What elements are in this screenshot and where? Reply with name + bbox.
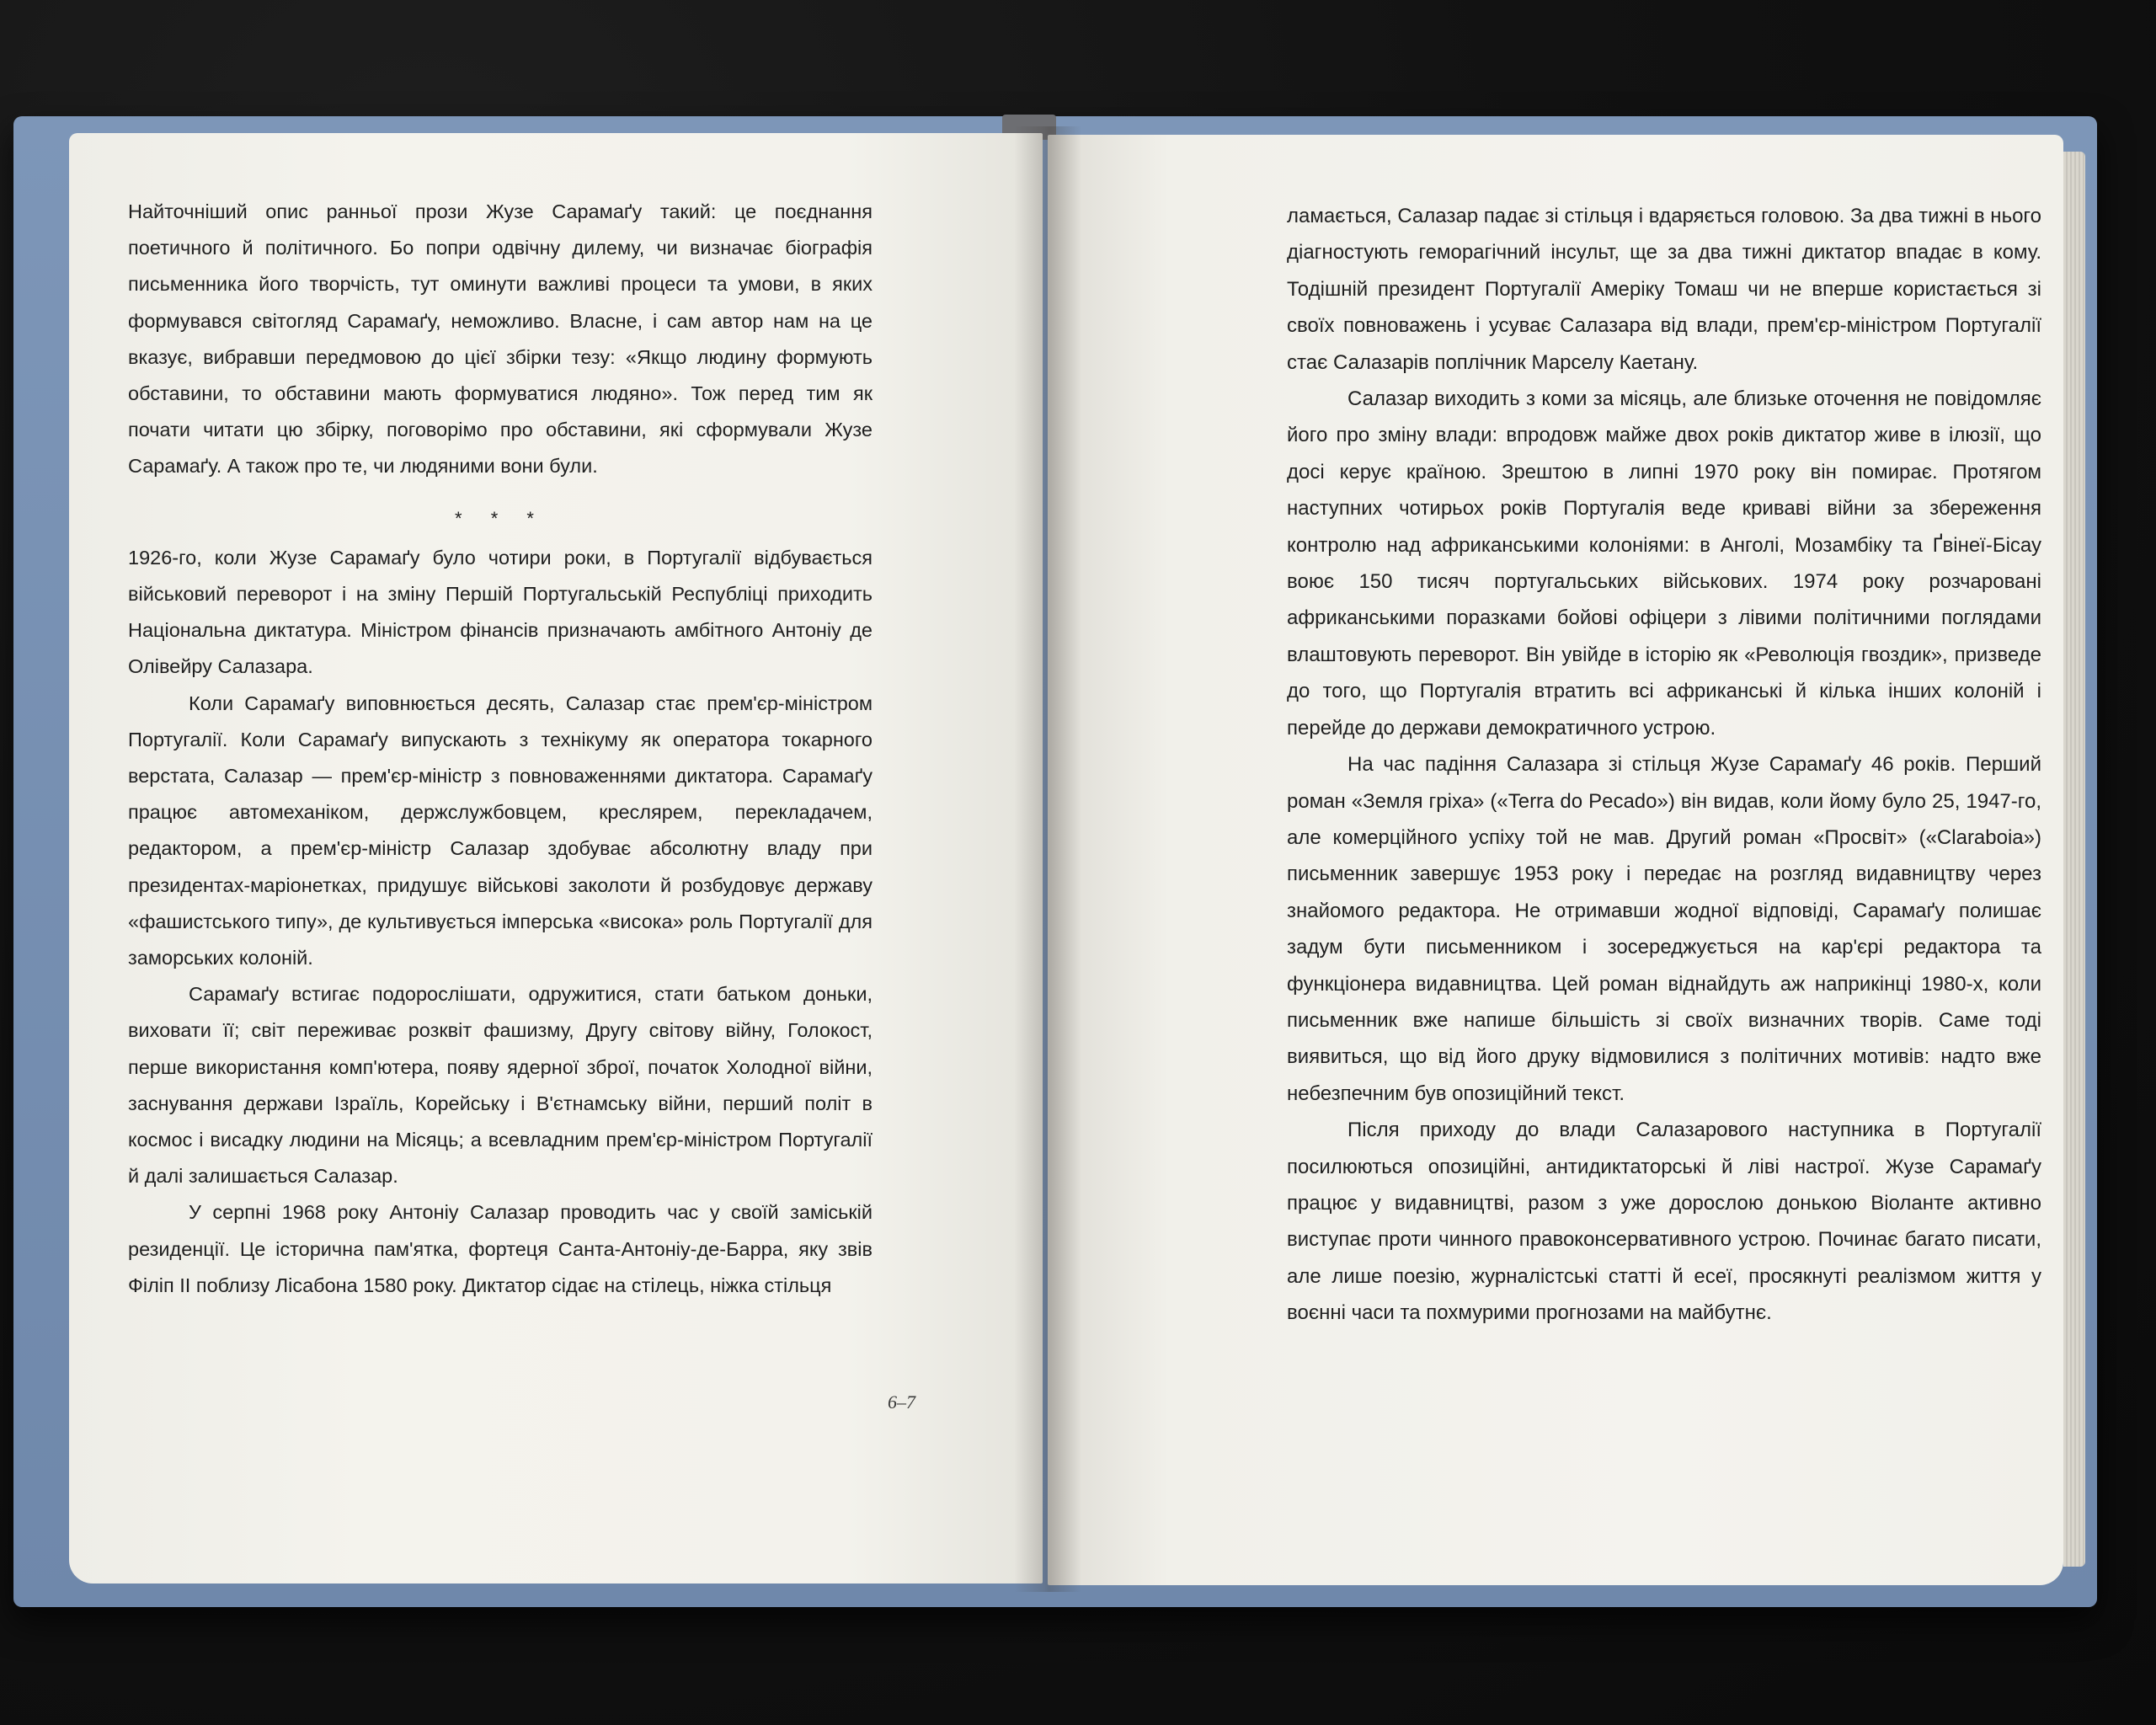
- right-page-text: [1287, 198, 2041, 1332]
- left-paragraph: У серпні 1968 року Антоніу Салазар проводить час у своїй заміській резиденції. Це історична пам'ятка, фортеця Санта-Антоніу-де-Барра, яку звів Філіп II поблизу Лісабона 1580 року. Диктатор сідає на стілець, ніжка стільця: [128, 1201, 873, 1296]
- left-paragraph: Коли Сарамаґу виповнюється десять, Салазар стає прем'єр-міністром Португалії. Коли Сарамаґу випускають з технікуму як оператора токарного верстата, Салазар — прем'єр-міністр з повноваженнями диктатора. Сарамаґу працює автомеханіком, держслужбовцем, креслярем, перекладачем, редактором, а прем'єр-міністр Салазар здобуває абсолютну владу при президентах-маріонетках, придушує військові заколоти й розбудовує державу «фашистського типу», де культивується імперська «висока» роль Португалії для заморських колоній.: [128, 692, 873, 969]
- section-separator: * * *: [455, 507, 546, 529]
- page-number: 6–7: [888, 1391, 915, 1413]
- right-paragraph: На час падіння Салазара зі стільця Жузе Сарамаґу 46 років. Перший роман «Земля гріха» («Terra do Pecado») він видав, коли йому було 25, 1947-го, але комерційного успіху той не мав. Другий роман «Просвіт» («Claraboia») письменник завершує 1953 року і передає на розгляд видавництву через знайомого редактора. Не отримавши жодної відповіді, Сарамаґу полишає задум бути письменником і зосереджується на кар'єрі редактора та функціонера видавництва. Цей роман віднайдуть аж наприкінці 1980-х, коли письменник вже напише більшість зі своїх визначних творів. Саме тоді виявиться, що від його друку відмовилися з політичних мотивів: надто вже небезпечним був опозиційний текст.: [1287, 753, 2041, 1105]
- gutter-shadow: [1014, 126, 1081, 1592]
- continuation-paragraph: ламається, Салазар падає зі стільця і вдаряється головою. За два тижні в нього діагностують геморагічний інсульт, ще за два тижні диктатор впадає в кому. Тодішній президент Португалії Амеріку Томаш чи не вперше користається зі своїх повноважень і усуває Салазара від влади, прем'єр-міністром Португалії стає Салазарів поплічник Марселу Каетану.: [1287, 205, 2041, 374]
- intro-paragraph: Найточніший опис ранньої прози Жузе Сарамаґу такий: це поєднання поетичного й політичного. Бо попри одвічну дилему, чи визначає біографія письменника його творчість, тут оминути важливі процеси та умови, в яких формувався світогляд Сарамаґу, неможливо. Власне, і сам автор нам на це вказує, вибравши передмовою до цієї збірки тезу: «Якщо людину формують обставини, то обставини мають формуватися людяно». Тож перед тим як почати читати цю збірку, поговорімо про обставини, які сформували Жузе Сарамаґу. А також про те, чи людяними вони були.: [128, 200, 873, 478]
- page-edges: [2063, 152, 2085, 1567]
- left-page-text: [128, 194, 873, 1304]
- right-paragraph: Після приходу до влади Салазарового наступника в Португалії посилюються опозиційні, антидиктаторські й ліві настрої. Жузе Сарамаґу працює у видавництві, разом з уже дорослою донькою Віоланте активно виступає проти чинного правоконсервативного устрою. Починає багато писати, але лише поезію, журналістські статті й есеї, просякнуті реалізмом життя у воєнні часи та похмурими прогнозами на майбутнє.: [1287, 1119, 2041, 1325]
- left-paragraph: Сарамаґу встигає подорослішати, одружитися, стати батьком доньки, виховати її; світ переживає розквіт фашизму, Другу світову війну, Голокост, перше використання комп'ютера, появу ядерної зброї, початок Холодної війни, заснування держави Ізраїль, Корейську і В'єтнамську війни, перший політ в космос і висадку людини на Місяць; а всевладним прем'єр-міністром Португалії й далі залишається Салазар.: [128, 983, 873, 1188]
- left-paragraph: 1926-го, коли Жузе Сарамаґу було чотири роки, в Португалії відбувається військовий переворот і на зміну Першій Португальській Республіці приходить Національна диктатура. Міністром фінансів призначають амбітного Антоніу де Олівейру Салазара.: [128, 546, 873, 678]
- right-paragraph: Салазар виходить з коми за місяць, але близьке оточення не повідомляє його про зміну влади: впродовж майже двох років диктатор живе в ілюзії, що досі керує країною. Зрештою в липні 1970 року він помирає. Протягом наступних чотирьох років Португалія веде криваві війни за збереження контролю над африканськими колоніями: в Анголі, Мозамбіку та Ґвінеї-Бісау воює 150 тисяч португальських військових. 1974 року розчаровані африканськими поразками бойові офіцери з лівими політичними поглядами влаштовують переворот. Він увійде в історію як «Революція гвоздик», призведе до того, що Португалія втратить всі африканські й кілька інших колоній і перейде до держави демократичного устрою.: [1287, 387, 2041, 740]
